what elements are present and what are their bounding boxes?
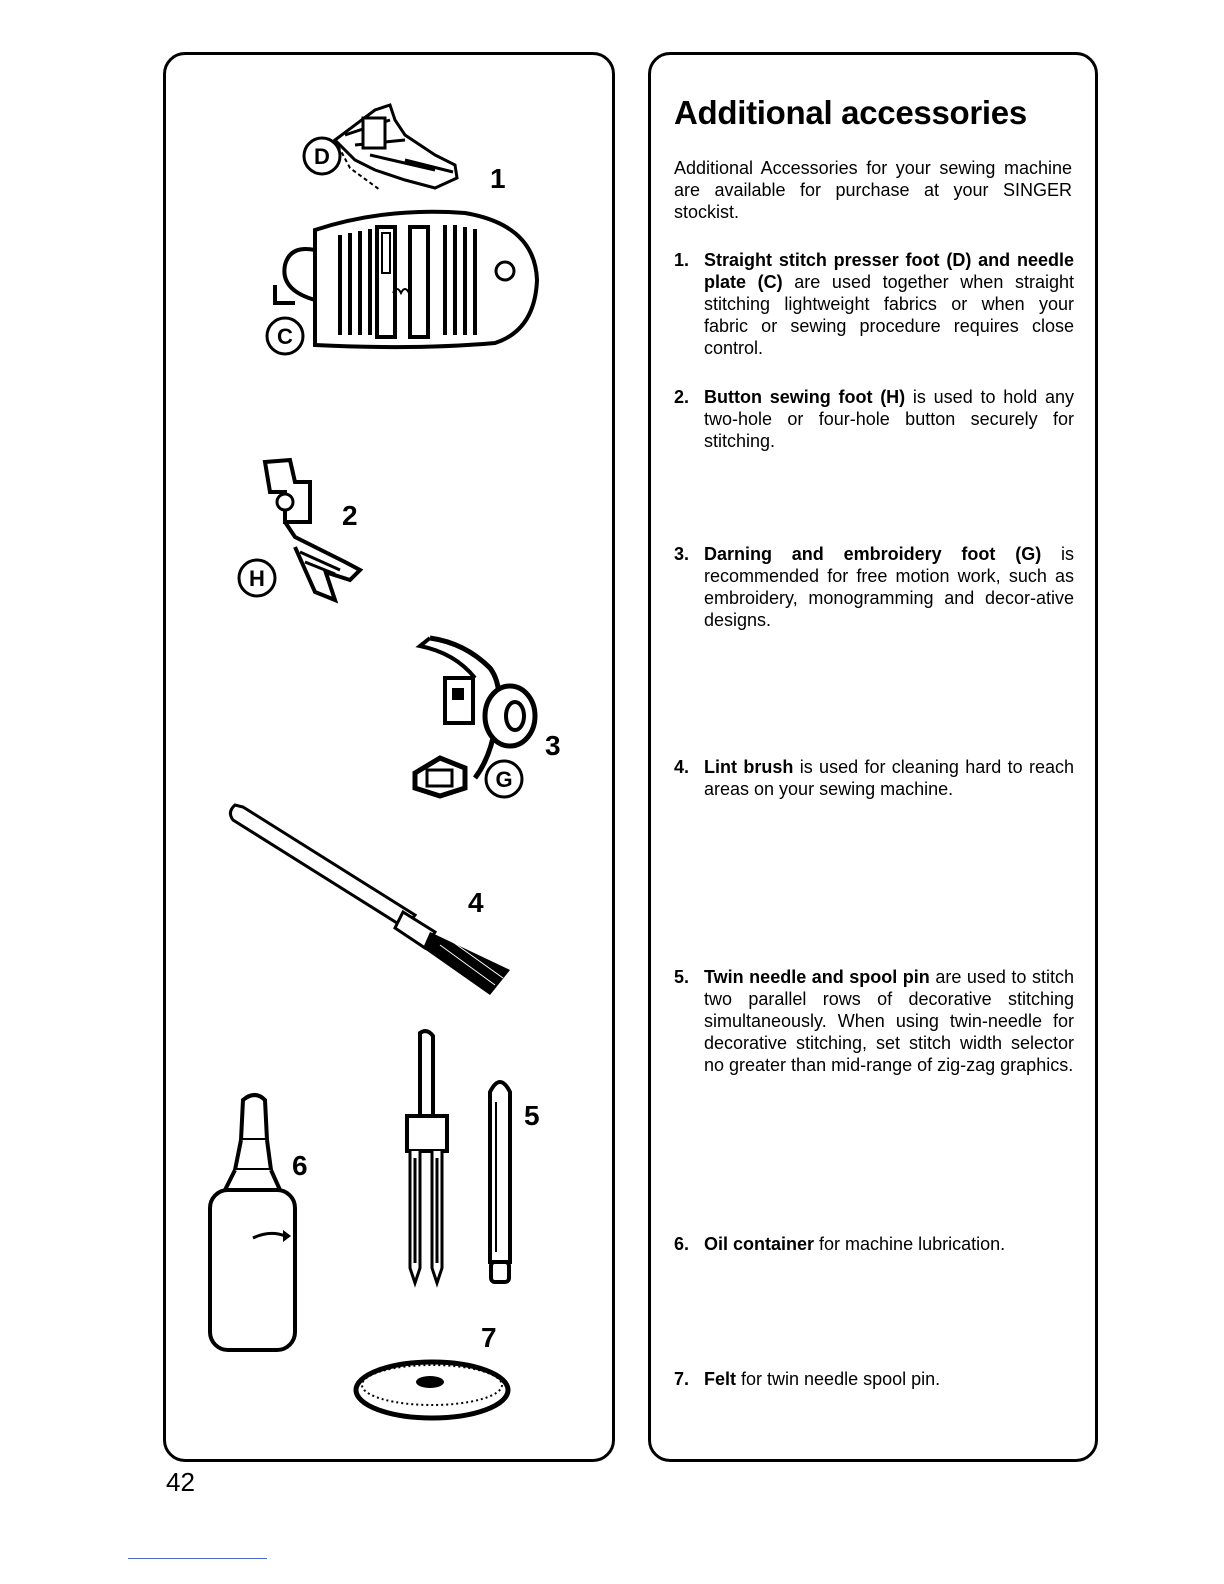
list-item	[674, 966, 1074, 1076]
oil-container-illustration	[205, 1090, 305, 1360]
list-item	[674, 1233, 1074, 1255]
circle-h-marker	[236, 557, 278, 599]
item-number: 5.	[674, 967, 690, 987]
item-term: Twin needle and spool pin	[704, 967, 930, 987]
letter-g: G	[495, 767, 513, 792]
figure-number-7: 7	[481, 1322, 497, 1353]
circle-g-marker	[483, 758, 525, 800]
letter-h: H	[249, 566, 265, 591]
item-number: 1.	[674, 250, 690, 270]
letter-c: C	[277, 324, 293, 349]
item-number: 6.	[674, 1234, 690, 1254]
figure-number-3: 3	[545, 730, 561, 761]
letter-d: D	[314, 144, 330, 169]
item-term: Felt	[704, 1369, 737, 1389]
item-number: 3.	[674, 544, 690, 564]
twin-needle-illustration	[395, 1028, 455, 1288]
item-number: 2.	[674, 387, 690, 407]
needle-plate-c-illustration	[265, 205, 545, 355]
item-description: for twin needle spool pin.	[736, 1369, 941, 1389]
page-title: Additional accessories	[674, 94, 1027, 131]
spool-pin-illustration	[480, 1072, 520, 1287]
item-number: 7.	[674, 1369, 690, 1389]
list-item	[674, 1368, 1074, 1390]
list-item	[674, 386, 1074, 452]
circle-c-marker	[264, 315, 306, 357]
item-number: 4.	[674, 757, 690, 777]
figure-number-1: 1	[490, 163, 506, 194]
footer-divider	[128, 1558, 267, 1559]
item-description: is used to hold any two-hole or four-hole button securely for stitching.	[704, 387, 1074, 451]
item-term: Lint brush	[704, 757, 794, 777]
figure-number-5: 5	[524, 1100, 540, 1131]
item-term: Button sewing foot (H)	[704, 387, 906, 407]
list-item	[674, 543, 1074, 631]
figure-number-6: 6	[292, 1150, 308, 1181]
item-description: is used for cleaning hard to reach areas on your sewing machine.	[704, 757, 1074, 799]
item-description: for machine lubrication.	[814, 1234, 1006, 1254]
item-description: are used together when straight stitching lightweight fabrics or when your fabric or sewing procedure requires close control.	[704, 272, 1074, 358]
page-number: 42	[166, 1467, 195, 1497]
item-term: Darning and embroidery foot (G)	[704, 544, 1042, 564]
item-description: is recommended for free motion work, such as embroidery, monogramming and decor-ative designs.	[704, 544, 1074, 630]
circle-d-marker	[301, 135, 343, 177]
list-item	[674, 756, 1074, 800]
felt-illustration	[352, 1355, 512, 1425]
figure-number-2: 2	[342, 500, 358, 531]
item-term: Straight stitch presser foot (D) and needle plate (C)	[704, 250, 1074, 292]
list-item	[674, 249, 1074, 359]
item-term: Oil container	[704, 1234, 815, 1254]
intro-paragraph: Additional Accessories for your sewing machine are available for purchase at your SINGER stockist.	[674, 158, 1072, 222]
figure-number-4: 4	[468, 887, 484, 918]
item-description: are used to stitch two parallel rows of decorative stitching simultaneously. When using twin-needle for decorative stitching, set stitch width selector no greater than mid-range of zig-zag graphics.	[704, 967, 1074, 1075]
